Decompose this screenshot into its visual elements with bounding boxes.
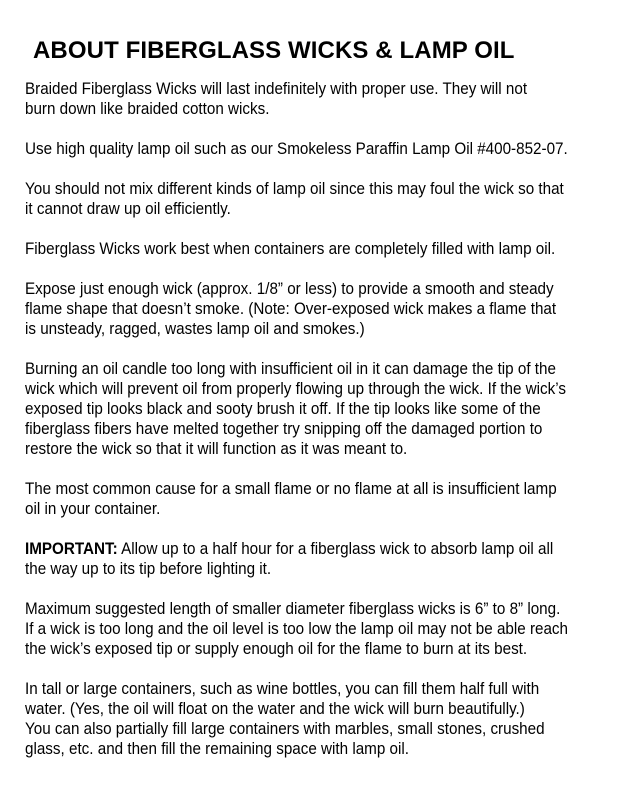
- text-line: Braided Fiberglass Wicks will last indefinitely with proper use. They will not: [25, 80, 528, 98]
- text-line: You should not mix different kinds of lamp oil since this may foul the wick so that: [25, 180, 564, 198]
- paragraph: [25, 479, 589, 519]
- text-line: Fiberglass Wicks work best when containers are completely filled with lamp oil.: [25, 240, 556, 258]
- paragraph: [25, 79, 589, 119]
- text-line: flame shape that doesn’t smoke. (Note: Over-exposed wick makes a flame that: [25, 300, 557, 318]
- paragraph: [25, 139, 589, 159]
- text-line: Expose just enough wick (approx. 1/8” or less) to provide a smooth and steady: [25, 280, 554, 298]
- text-run: Allow up to a half hour for a fiberglass wick to absorb lamp oil all: [117, 540, 554, 558]
- text-line: water. (Yes, the oil will float on the water and the wick will burn beautifully.): [25, 700, 525, 718]
- text-line: wick which will prevent oil from properly flowing up through the wick. If the wick’s: [25, 380, 566, 398]
- paragraph: [25, 239, 589, 259]
- text-line: [25, 539, 589, 559]
- text-line: Maximum suggested length of smaller diameter fiberglass wicks is 6” to 8” long.: [25, 600, 561, 618]
- text-line: You can also partially fill large containers with marbles, small stones, crushed: [25, 720, 545, 738]
- important-label: IMPORTANT:: [25, 540, 118, 558]
- text-line: The most common cause for a small flame or no flame at all is insufficient lamp: [25, 480, 557, 498]
- text-line: oil in your container.: [25, 500, 161, 518]
- paragraph: [25, 599, 589, 659]
- paragraph: [25, 359, 589, 459]
- paragraph: [25, 279, 589, 339]
- text-line: restore the wick so that it will function as it was meant to.: [25, 440, 408, 458]
- text-line: If a wick is too long and the oil level is too low the lamp oil may not be able reach: [25, 620, 569, 638]
- text-line: is unsteady, ragged, wastes lamp oil and smokes.): [25, 320, 365, 338]
- text-line: Burning an oil candle too long with insufficient oil in it can damage the tip of the: [25, 360, 556, 378]
- text-line: it cannot draw up oil efficiently.: [25, 200, 231, 218]
- paragraph: [25, 179, 589, 219]
- text-line: In tall or large containers, such as wine bottles, you can fill them half full with: [25, 680, 540, 698]
- text-line: fiberglass fibers have melted together try snipping off the damaged portion to: [25, 420, 543, 438]
- text-line: Use high quality lamp oil such as our Smokeless Paraffin Lamp Oil #400-852-07.: [25, 140, 568, 158]
- text-line: exposed tip looks black and sooty brush it off. If the tip looks like some of the: [25, 400, 541, 418]
- document-body: [25, 79, 589, 779]
- text-line: the wick’s exposed tip or supply enough oil for the flame to burn at its best.: [25, 640, 528, 658]
- text-line: burn down like braided cotton wicks.: [25, 100, 270, 118]
- text-line: glass, etc. and then fill the remaining space with lamp oil.: [25, 740, 409, 758]
- paragraph: [25, 679, 589, 759]
- important-paragraph: [25, 539, 589, 579]
- text-line: the way up to its tip before lighting it.: [25, 560, 272, 578]
- page-title: ABOUT FIBERGLASS WICKS & LAMP OIL: [33, 37, 515, 64]
